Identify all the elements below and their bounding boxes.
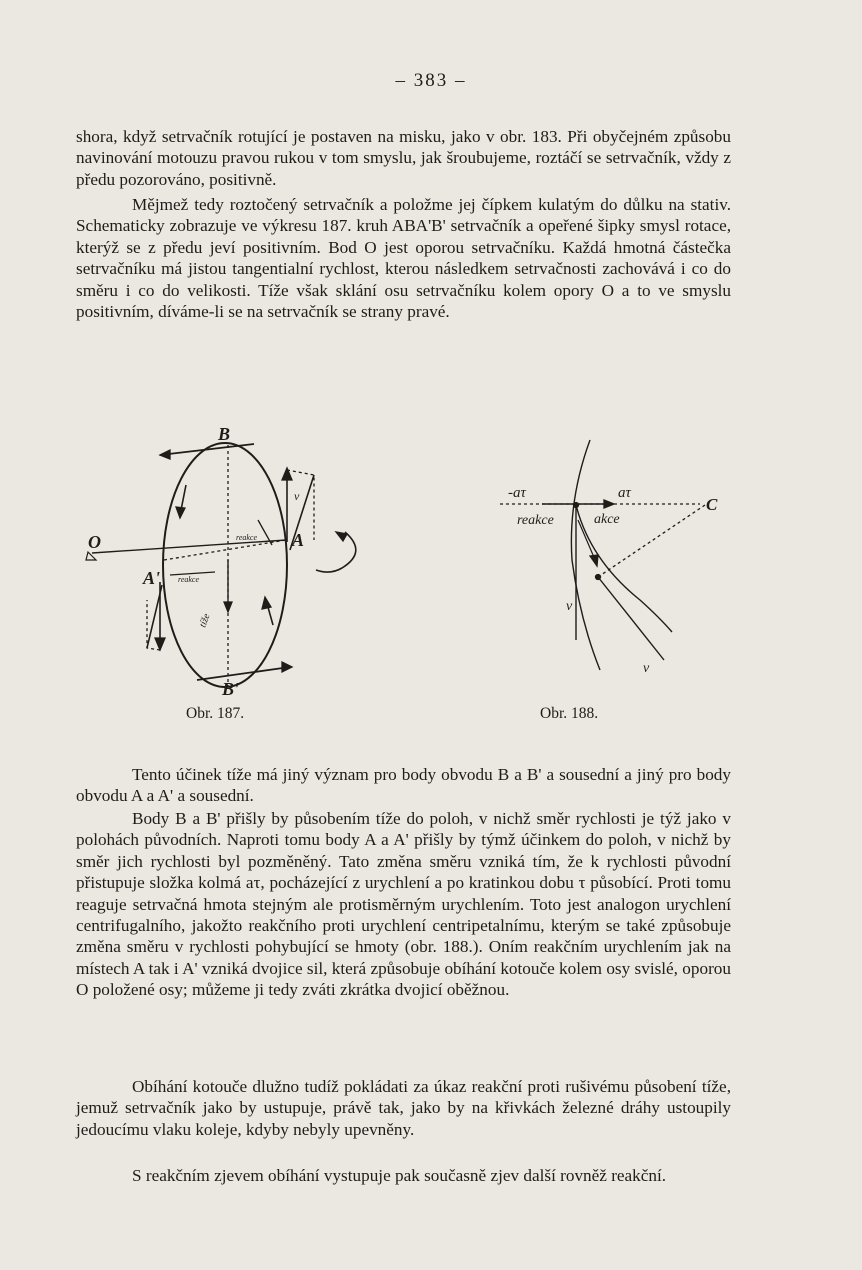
point-top (574, 503, 579, 508)
caption-187: Obr. 187. (186, 705, 245, 722)
page-number: – 383 – (395, 70, 467, 91)
label-v-2: v (643, 661, 650, 676)
label-tize: tíže (197, 612, 213, 630)
label-reakce-2: reakce (178, 575, 200, 584)
a-tau-arrow-head (604, 500, 614, 508)
label-C: C (706, 495, 718, 514)
velocity-line-2 (598, 577, 664, 660)
label-B: B (218, 424, 231, 444)
paragraph-5: Obíhání kotouče dlužno tudíž pokládati za úkaz reakční proti rušivému působení tíže, jemuž setrvačník jako by ustupuje, právě tak, jako by na křivkách železné dráhy ustoupily jedoucímu vlaku koleje, kdyby nebyly upevněny. (76, 1077, 731, 1139)
label-akce: akce (594, 512, 620, 527)
label-A-prime: A' (143, 568, 161, 588)
paragraph-3: Tento účinek tíže má jiný význam pro body obvodu B a B' a sousední a jiný pro body obvodu A a A' a sousední. (76, 765, 731, 806)
label-B-prime: B' (222, 679, 240, 699)
label-reakce-1: reakce (236, 533, 258, 542)
label-a-tau: aτ (618, 485, 631, 501)
label-neg-a-tau: -aτ (508, 485, 526, 501)
paragraph-1: shora, když setrvačník rotující je postaven na misku, jako v obr. 183. Při obyčejném způsobu navinování motouzu pravou rukou v tom smyslu, jak šroubujeme, roztáčí se setrvačník, vždy z předu pozorováno, positivně. (76, 127, 731, 189)
paragraph-2: Mějmež tedy roztočený setrvačník a položme jej čípkem kulatým do důlku na stativ. Schematicky zobrazuje ve výkresu 187. kruh ABA'B' setrvačník a opeřené šipky smysl rotace, kterýž se z předu jeví positivním. Bod O jest oporou setrvačníku. Každá hmotná částečka setrvačníku má jistou tangentialní rychlost, kterou následkem setrvačnosti zachovává i co do směru i co do velikosti. Tíže však sklání osu setrvačníku kolem opory O a to ve smyslu positivním, díváme-li se na setrvačník se strany pravé. (76, 195, 731, 322)
caption-188: Obr. 188. (540, 705, 599, 722)
label-v: v (294, 489, 300, 503)
orbit-curve-inner (576, 505, 672, 632)
label-reakce: reakce (517, 513, 554, 528)
paragraph-4: Body B a B' přišly by působením tíže do poloh, v nichž směr rychlosti je týž jako v polohách původních. Naproti tomu body A a A' přišly by týmž účinkem do poloh, v nichž by směr jich rychlosti byl pozměněný. Tato změna směru vzniká tím, že k rychlosti původní přistupuje složka kolmá aτ, pocházející z urychlení a po kratinkou dobu τ působící. Proti tomu reaguje setrvačná hmota stejným ale protisměrným urychlením. Toto jest analogon urychlení centrifugalního, jakožto reakčního proti urychlení centripetalnímu, kterým se také způsobuje změna směru v rychlosti pohybující se hmoty (obr. 188.). Oním reakčním urychlením jak na místech A tak i A' vzniká dvojice sil, která způsobuje obíhání kotouče kolem osy svislé, oporou O položené osy; můžeme ji tedy zváti zkrátka dvojicí oběžnou. (76, 809, 731, 1000)
paragraph-6: S reakčním zjevem obíhání vystupuje pak současně zjev další rovněž reakční. (132, 1166, 667, 1185)
label-v-1: v (566, 599, 573, 614)
point-lower (596, 575, 601, 580)
label-A: A (292, 530, 305, 550)
akce-arrow-head (590, 555, 598, 566)
label-O: O (88, 532, 101, 552)
